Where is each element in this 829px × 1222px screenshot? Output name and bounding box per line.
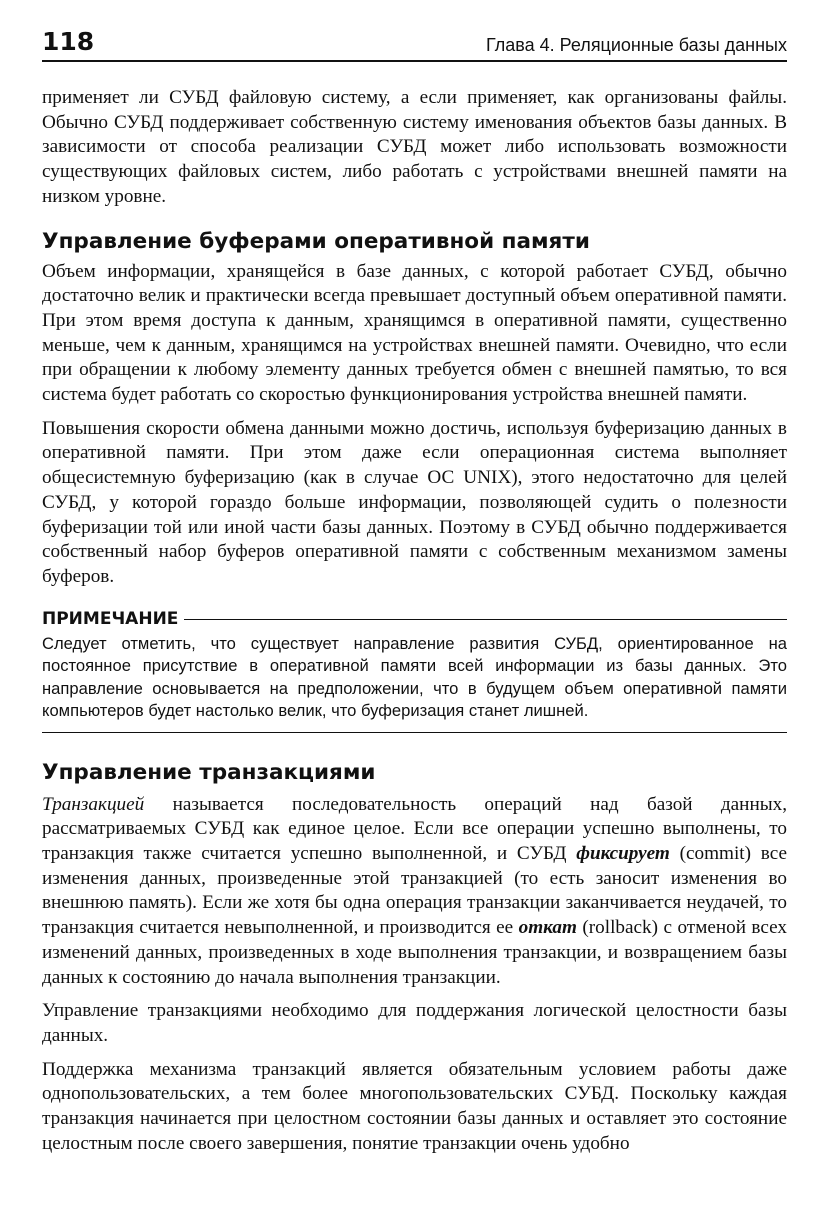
buffers-paragraph-1: Объем информации, хранящейся в базе данных, с которой работает СУБД, обычно достаточно велик и практически всегда превышает доступный объем оперативной памяти. При этом время доступа к данным, хранящимся в оперативной памяти, существенно меньше, чем к данным, хранящимся на устройствах внешней памяти. Очевидно, что если при обращении к любому элементу данных требуется обмен с внешней памятью, то вся система будет работать со скоростью функционирования устройства внешней памяти. xyxy=(42,260,787,406)
note-rule xyxy=(184,619,787,620)
page-number: 118 xyxy=(42,27,95,56)
book-page xyxy=(42,28,787,1157)
note-box xyxy=(42,608,787,733)
note-text: Следует отметить, что существует направление развития СУБД, ориентированное на постоянное присутствие в оперативной памяти всей информации из базы данных. Это направление основывается на предположении, что в будущем объем оперативной памяти компьютеров будет настолько велик, что буферизация станет лишней. xyxy=(42,633,787,721)
transactions-paragraph-3: Поддержка механизма транзакций является обязательным условием работы даже однопользовательских, а тем более многопользовательских СУБД. Поскольку каждая транзакция начинается при целостном состоянии базы данных и оставляет это состояние целостным после своего завершения, понятие транзакции очень удобно xyxy=(42,1058,787,1154)
running-head xyxy=(42,28,787,62)
transactions-paragraph-2: Управление транзакциями необходимо для поддержания логической целостности базы данных. xyxy=(42,1000,787,1046)
term-rollback: откат xyxy=(518,917,577,939)
term-commit: фиксирует xyxy=(576,843,670,865)
transactions-p1-part-a: называется последовательность операций над базой данных, рассматриваемых СУБД как единое целое. Если все операции успешно выполнены, то транзакция также считается успешно выполненной, и СУБД xyxy=(42,793,787,865)
section-heading-buffers: Управление буферами оперативной памяти xyxy=(42,228,590,254)
buffers-paragraph-2: Повышения скорости обмена данными можно достичь, используя буферизацию данных в оперативной памяти. При этом даже если операционная система выполняет общесистемную буферизацию (как в случае ОС UNIX), этого недостаточно для целей СУБД, у которой гораздо больше информации, позволяющей судить о полезности буферизации той или иной части базы данных. Поэтому в СУБД обычно поддерживается собственный набор буферов оперативной памяти с собственным механизмом замены буферов. xyxy=(42,417,787,587)
transactions-paragraph-1 xyxy=(42,793,787,991)
section-heading-transactions: Управление транзакциями xyxy=(42,759,376,785)
transactions-p1-part-c: (rollback) с отменой всех изменений данных, произведенных в ходе выполнения транзакции, и возвращением базы данных к состоянию до начала выполнения транзакции. xyxy=(42,917,787,988)
intro-paragraph: применяет ли СУБД файловую систему, а если применяет, как организованы файлы. Обычно СУБД поддерживает собственную систему именования объектов базы данных. В зависимости от способа реализации СУБД может либо использовать возможности существующих файловых систем, либо работать с устройствами внешней памяти на низком уровне. xyxy=(42,87,787,207)
chapter-title: Глава 4. Реляционные базы данных xyxy=(486,35,787,55)
note-header xyxy=(42,608,787,630)
term-transaction: Транзакцией xyxy=(42,793,145,815)
transactions-p1-part-b: (commit) все изменения данных, произведенные этой транзакцией (то есть заносит изменения во внешнюю память). Если же хотя бы одна операция транзакции заканчивается неудачей, то транзакция считается невыполненной, и производится ее xyxy=(42,843,787,939)
note-title: ПРИМЕЧАНИЕ xyxy=(42,608,179,629)
